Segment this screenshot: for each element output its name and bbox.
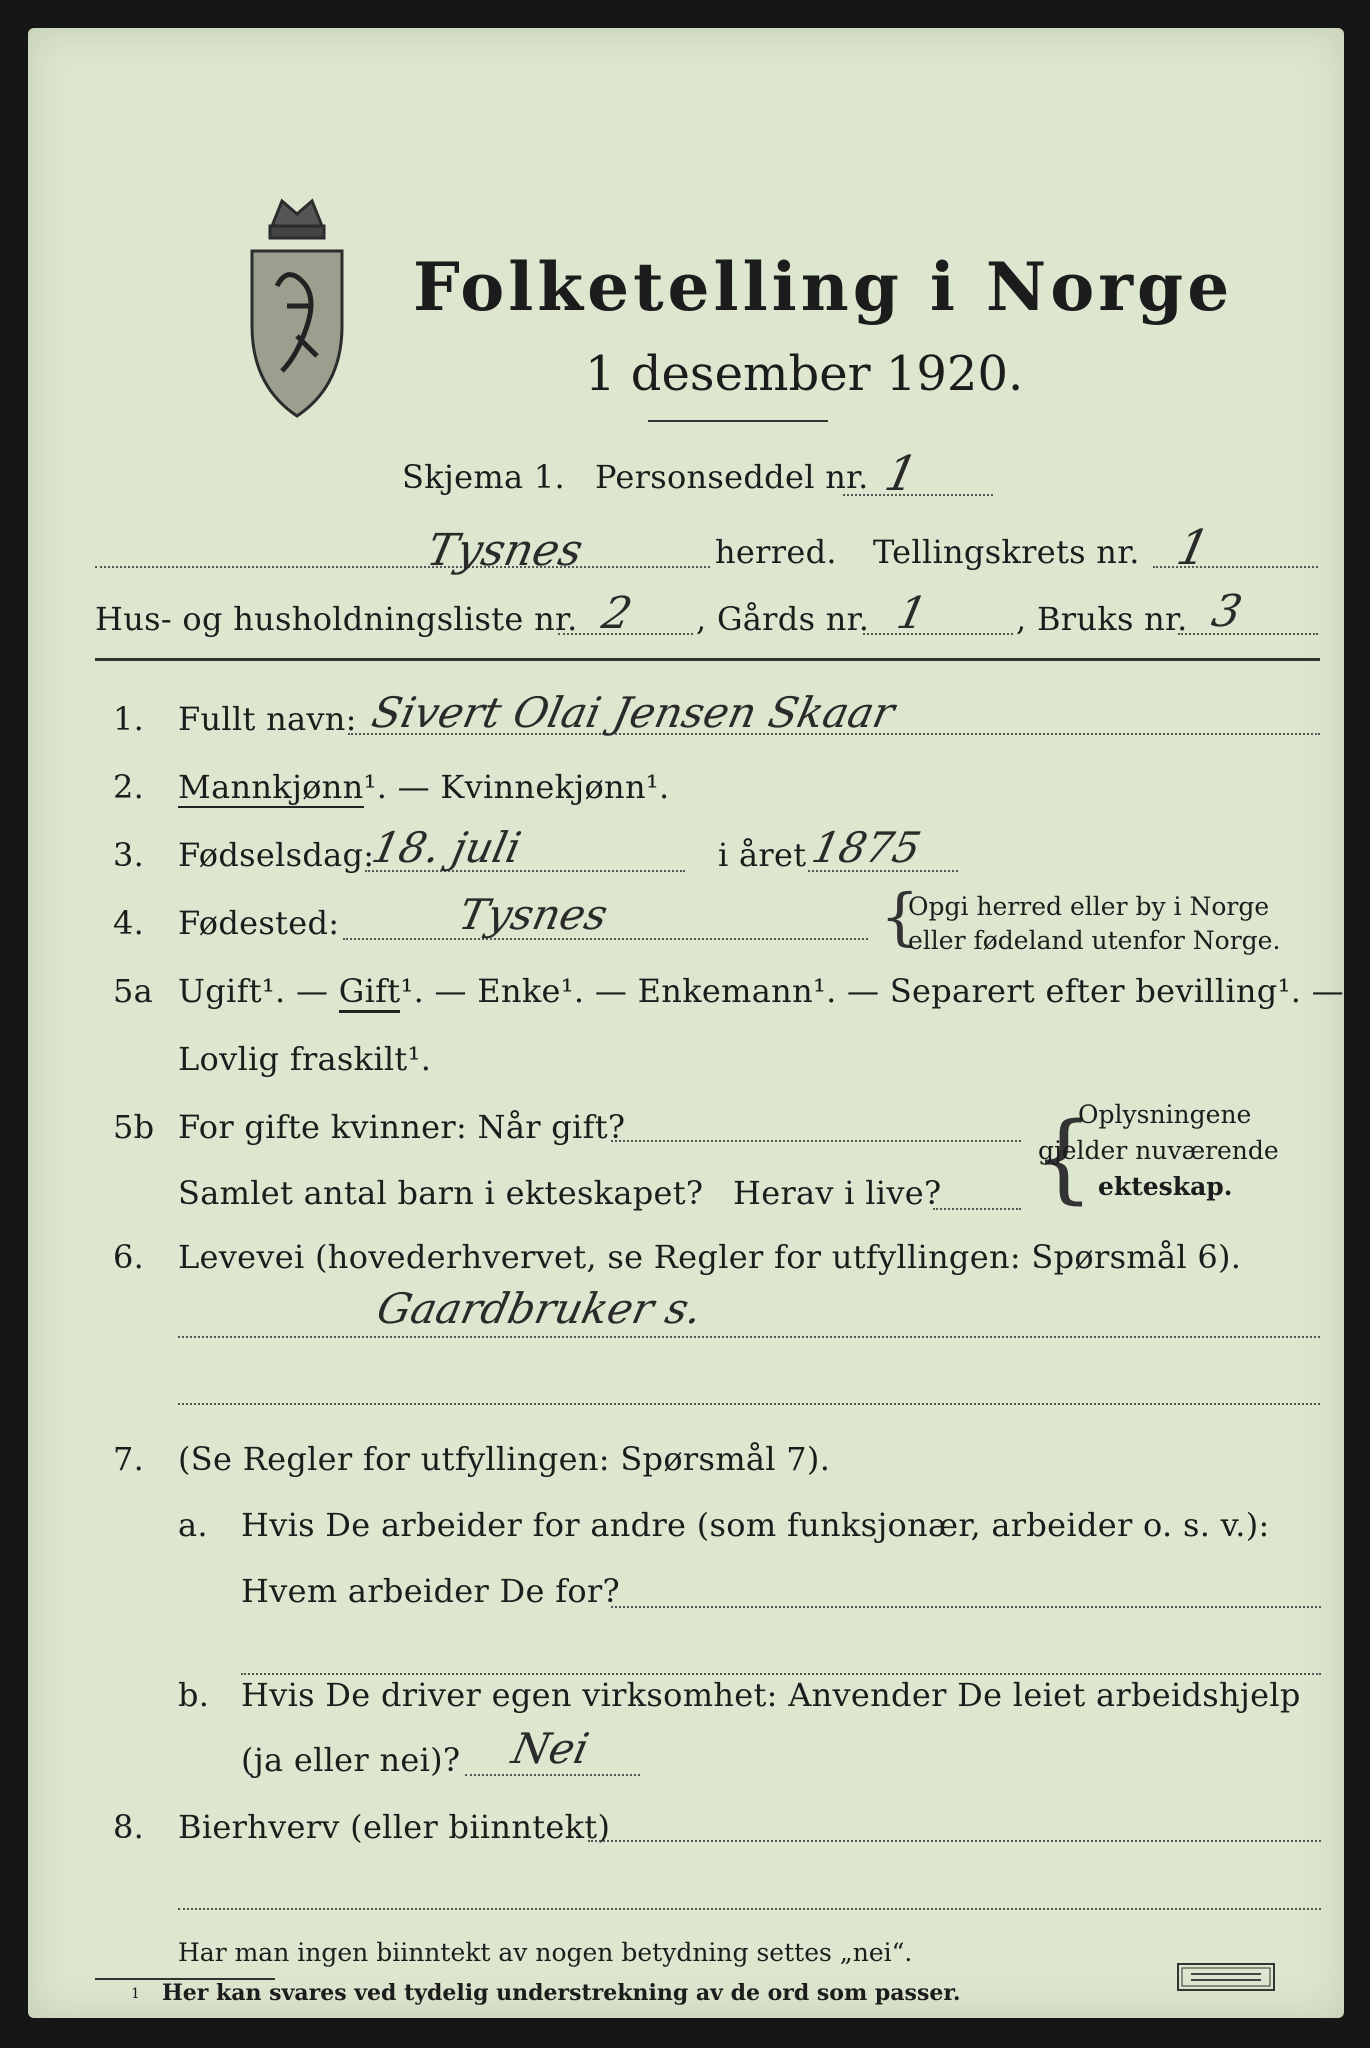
printer-stamp-icon — [1176, 1962, 1276, 1992]
employer-line-2 — [241, 1673, 1321, 1675]
employer-line-1 — [611, 1606, 1321, 1608]
personseddel-line — [843, 494, 993, 496]
husliste-value[interactable]: 2 — [597, 588, 637, 639]
occupation-value[interactable]: Gaardbruker s. — [372, 1284, 707, 1333]
sex-options — [178, 768, 669, 806]
title-rule — [648, 420, 828, 422]
sex-separator: ¹. — — [363, 768, 441, 806]
male-option[interactable]: Mannkjønn — [178, 768, 364, 806]
gift-option[interactable]: Gift — [339, 972, 401, 1013]
q5b-note-1: Oplysningene — [1078, 1100, 1252, 1129]
header-divider — [95, 658, 1320, 661]
form-date: 1 desember 1920. — [585, 346, 1024, 402]
q7b-letter: b. — [178, 1676, 210, 1714]
form-title: Folketelling i Norge — [413, 248, 1234, 326]
bruks-line — [1178, 633, 1318, 635]
bruks-label: , Bruks nr. — [1016, 600, 1188, 638]
q5b-line2a: Samlet antal barn i ekteskapet? — [178, 1174, 704, 1212]
census-form — [28, 28, 1344, 2018]
q7b-line1: Hvis De driver egen virksomhet: Anvender De leiet arbeidshjelp — [241, 1676, 1301, 1714]
birthplace-value[interactable]: Tysnes — [454, 890, 612, 939]
footnote-text: Her kan svares ved tydelig understrekning av de ord som passer. — [162, 1980, 961, 2006]
female-option[interactable]: Kvinnekjønn¹. — [440, 768, 670, 806]
q5b-number: 5b — [113, 1108, 155, 1146]
birthplace-line — [343, 938, 868, 940]
q4-brace: { — [880, 880, 920, 953]
q1-number: 1. — [113, 700, 145, 738]
gards-line — [863, 633, 1013, 635]
q4-note-2: eller fødeland utenfor Norge. — [908, 926, 1281, 955]
q5b-note-2: gjelder nuværende — [1038, 1136, 1279, 1165]
q6-number: 6. — [113, 1238, 145, 1276]
q5b-line1: For gifte kvinner: Når gift? — [178, 1108, 626, 1146]
husliste-label: Hus- og husholdningsliste nr. — [95, 600, 578, 638]
side-income-line-2 — [178, 1908, 1321, 1910]
gards-value[interactable]: 1 — [892, 588, 932, 639]
hired-help-value[interactable]: Nei — [507, 1724, 594, 1773]
q4-label: Fødested: — [178, 904, 340, 942]
bruks-value[interactable]: 3 — [1207, 586, 1247, 637]
coat-of-arms-icon — [242, 186, 352, 421]
q8-number: 8. — [113, 1808, 145, 1846]
q7b-line2: (ja eller nei)? — [241, 1741, 461, 1779]
married-when-line — [611, 1140, 1021, 1142]
footer-note: Har man ingen biinntekt av nogen betydning settes „nei“. — [178, 1938, 913, 1967]
occupation-line-2 — [178, 1403, 1320, 1405]
q7-label: (Se Regler for utfyllingen: Spørsmål 7). — [178, 1440, 831, 1478]
q5b-brace: { — [1033, 1102, 1095, 1214]
marital-rest: ¹. — Enke¹. — Enkemann¹. — Separert efter bevilling¹. — — [400, 972, 1344, 1010]
q3-label: Fødselsdag: — [178, 836, 375, 874]
personseddel-label: Personseddel nr. — [595, 458, 869, 496]
children-alive-line — [933, 1208, 1021, 1210]
q4-note-1: Opgi herred eller by i Norge — [908, 892, 1270, 921]
q7a-line1: Hvis De arbeider for andre (som funksjonær, arbeider o. s. v.): — [241, 1506, 1270, 1544]
q7-number: 7. — [113, 1440, 145, 1478]
q7a-letter: a. — [178, 1506, 208, 1544]
year-label: i året — [718, 836, 807, 874]
q2-number: 2. — [113, 768, 145, 806]
full-name-value[interactable]: Sivert Olai Jensen Skaar — [367, 688, 899, 737]
herred-line — [95, 566, 710, 568]
q8-label: Bierhverv (eller biinntekt) — [178, 1808, 611, 1846]
lovlig-fraskilt[interactable]: Lovlig fraskilt¹. — [178, 1040, 432, 1078]
skjema-label: Skjema 1. — [402, 458, 565, 496]
ugift-option[interactable]: Ugift¹. — — [178, 972, 329, 1010]
q5b-note-3: ekteskap. — [1098, 1172, 1233, 1201]
q4-number: 4. — [113, 904, 145, 942]
q5b-line2b: Herav i live? — [733, 1174, 942, 1212]
occupation-line-1 — [178, 1336, 1320, 1338]
birthday-value[interactable]: 18. juli — [367, 823, 526, 872]
q6-label: Levevei (hovederhvervet, se Regler for utfyllingen: Spørsmål 6). — [178, 1238, 1242, 1276]
tellingskrets-value[interactable]: 1 — [1172, 520, 1215, 576]
herred-label: herred. — [715, 533, 837, 571]
footnote-mark: 1 — [131, 1986, 140, 2002]
personseddel-value[interactable]: 1 — [880, 446, 923, 502]
herred-value[interactable]: Tysnes — [422, 525, 588, 576]
tellingskrets-label: Tellingskrets nr. — [873, 533, 1140, 571]
gards-label: , Gårds nr. — [696, 600, 870, 638]
hired-help-line — [465, 1774, 640, 1776]
q3-number: 3. — [113, 836, 145, 874]
marital-options — [178, 972, 1344, 1010]
q7a-line2: Hvem arbeider De for? — [241, 1572, 620, 1610]
q1-label: Fullt navn: — [178, 700, 357, 738]
q5a-number: 5a — [113, 972, 154, 1010]
side-income-line-1 — [588, 1840, 1321, 1842]
year-value[interactable]: 1875 — [807, 823, 926, 872]
